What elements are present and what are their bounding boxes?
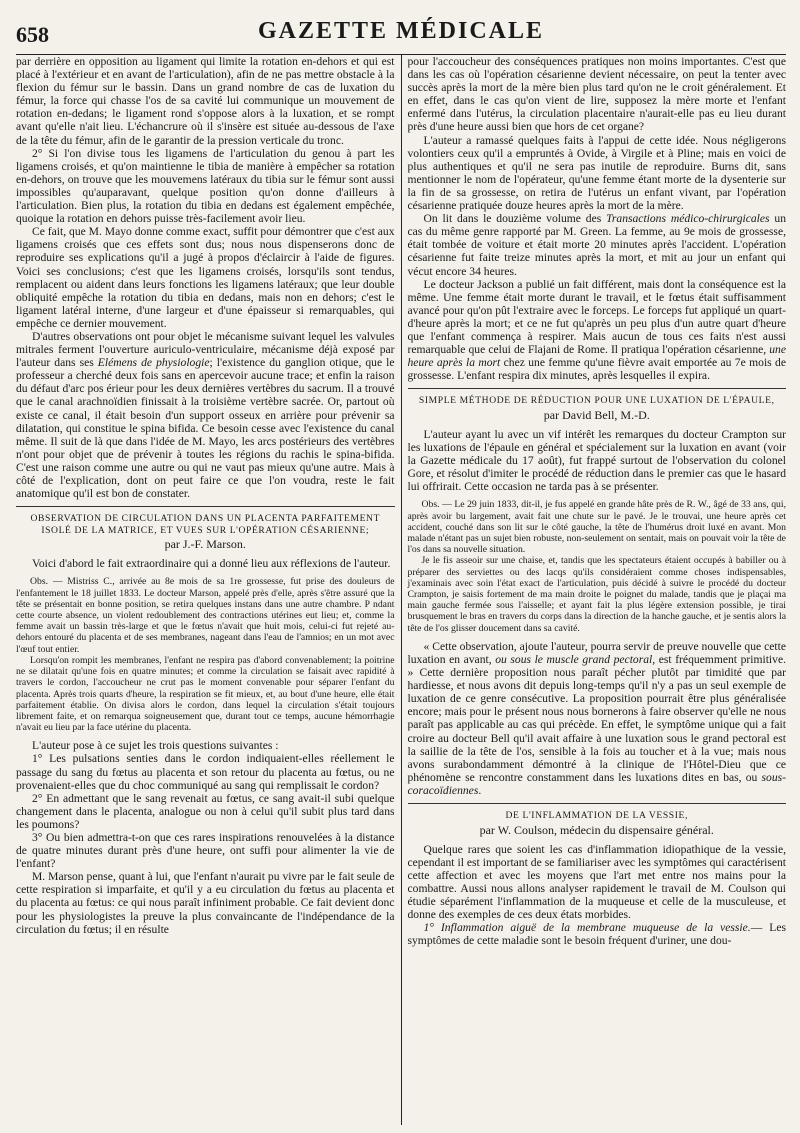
- section-author: par W. Coulson, médecin du dispensaire général.: [479, 822, 714, 837]
- subsection-heading: 1° Inflammation aiguë de la membrane muqueuse de la vessie.: [423, 921, 751, 935]
- page-header: [16, 10, 786, 55]
- paragraph: pour l'accoucheur des conséquences pratiques non moins importantes. C'est que dans les cas où l'opération césarienne devient nécessaire, on peut la tenter avec succès après la mort de la mère bien plus tard qu'on ne le croit généralement. Et en effet, dans le cas qu'on vient de lire, supposez la mère morte et l'enfant enfermé dans l'utérus, la circulation placentaire n'aurait-elle pas eu lieu durant près d'une heure aussi bien que hors de cet organe?: [407, 55, 786, 134]
- observation-text: Obs. — Le 29 juin 1833, dit-il, je fus appelé en grande hâte près de R. W., âgé de 33 ans, qui, après avoir bu largement, avait fait une chute sur le pavé. Je le trouvai, une heure après cet accident, couché dans son lit sur le côté gauche, la tête de l'humérus droit luxé en avant. Mon malade n'étant pas un sujet bien robuste, non-seulement on sentait, mais on pouvait voir la tête de l'os dans sa nouvelle situation.: [407, 499, 786, 556]
- emphasis: ou sous le muscle grand pectoral: [495, 652, 653, 666]
- paragraph: D'autres observations ont pour objet le mécanisme suivant lequel les valvules mitrales ferment l'ouverture auriculo-ventriculaire, mécanisme déjà exposé par l'auteur dans ses Elémens de physiologie; l'existence du ganglion otique, que le professeur a cherché deux fois sans en apercevoir aucune trace; et enfin la raison du défaut d'arc pos érieur pour les deux dernières vertèbres du sacrum. Il a trouvé que le canal arachnoïdien finissait à la troisième vertèbre sacrée. Or, partout où existe ce canal, il était besoin d'un support osseux en arrière pour prévenir sa dilatation, qui constitue le spina bifida. Ce besoin cesse avec l'existence du canal même. Il suit de là que dans l'idée de M. Mayo, les arcs postérieurs des vertèbres n'ont pour objet que de prévenir à toutes les régions du rachis le spina-bifida. C'est une raison comme une autre ou qui ne vaut pas mieux qu'une autre. Mais à côté de l'explication, dont on peut faire ce que l'on voudra, reste le fait anatomique qu'il est bon de constater.: [16, 329, 395, 501]
- paragraph: par derrière en opposition au ligament qui limite la rotation en-dehors et qui est placé à l'extérieur et en avant de l'articulation), afin de ne pas mettre obstacle à la flexion du fémur sur le bassin. Dans un grand nombre de cas de luxation du fémur, la force qui chasse l'os de sa cavité lui communique un mouvement de rotation en-dedans; le ligament rond s'oppose alors à la luxation, et se rompt avant qu'elle n'ait lieu. L'échancrure où il s'insère est située au-dessous de l'axe de la tête du fémur, afin de le garantir de la pression verticale du tronc.: [16, 55, 395, 147]
- section-title: SIMPLE MÉTHODE DE RÉDUCTION POUR UNE LUXATION DE L'ÉPAULE,: [418, 395, 775, 407]
- paragraph: L'auteur a ramassé quelques faits à l'appui de cette idée. Nous négligerons volontiers ceux qu'il a empruntés à Ovide, à Virgile et à Pline; mais en voici de plus authentiques et qu'il ne sera pas inutile de reproduire. Burns dit, sans mentionner le nom de l'opérateur, qu'une femme étant morte de la dysenterie sur la fin de sa grossesse, on retira de l'utérus un enfant vivant, par l'opération césarienne pratiquée douze heures après la mort de la mère.: [407, 133, 786, 213]
- question: 2° En admettant que le sang revenait au fœtus, ce sang avait-il subi quelque changement dans le placenta, analogue ou non à celui qu'il subit plus tard dans les poumons?: [16, 791, 395, 831]
- paragraph: Ce fait, que M. Mayo donne comme exact, suffit pour démontrer que c'est aux ligamens croisés que ces effets sont dus; nous nous dispenserons donc de reproduire ses explications qu'il a jugé à propos d'éclaircir à l'aide de figures. Voici ses conclusions; c'est que les ligamens croisés, lorsqu'ils sont tendus, remplacent ou aident dans leurs fonctions les ligamens latéraux; que leur double obliquité empêche la rotation du tibia en dedans, mais non en dehors; c'est le ligament latéral interne, d'une largeur et d'une épaisseur si remarquables, qui empêche ce dernier mouvement.: [16, 225, 395, 330]
- question: 3° Ou bien admettra-t-on que ces rares inspirations renouvelées à la distance de quatre minutes durant près d'une heure, ont suffi pour alimenter la vie de l'enfant?: [16, 830, 395, 871]
- section-title: OBSERVATION DE CIRCULATION DANS UN PLACENTA PARFAITEMENT ISOLÉ DE LA MATRICE, ET VUES SUR L'OPÉRATION CÉSARIENNE;: [30, 513, 381, 536]
- section-author: par J.-F. Marson.: [164, 537, 246, 552]
- observation-text: Obs. — Mistriss C., arrivée au 8e mois de sa 1re grossesse, fut prise des douleurs de l'enfantement le 18 juillet 1833. Le docteur Marson, appelé près d'elle, après s'être assuré que la tête se présentait en bonne position, se retira quelques instans dans une autre chambre. P ndant cette courte absence, un violent redoublement des contractions utérines eut lieu; et, comme la femme avait un bassin très-large et que le fœtus n'avait que huit mois, celui-ci fut rejeté au-dehors entouré du placenta et de ses membranes, nageant dans l'eau de l'amnios; en un mot avec l'œuf tout entier.: [16, 576, 395, 655]
- paragraph: L'auteur pose à ce sujet les trois questions suivantes :: [32, 739, 279, 753]
- section-author: par David Bell, M.-D.: [543, 407, 650, 422]
- paragraph: 1° Inflammation aiguë de la membrane muqueuse de la vessie.— Les symptômes de cette maladie sont le besoin fréquent d'uriner, une dou-: [407, 921, 786, 948]
- journal-name: Transactions médico-chirurgicales: [606, 212, 770, 226]
- paragraph: On lit dans le douzième volume des Transactions médico-chirurgicales un cas du même genre rapporté par M. Green. La femme, au 9e mois de grossesse, était tombée de voiture et était morte 20 minutes après l'accident. L'opération césarienne fut faite treize minutes après la mort, et mit au jour un enfant qui vécut encore 34 heures.: [407, 212, 786, 278]
- left-column: [16, 55, 401, 1125]
- section-title: DE L'INFLAMMATION DE LA VESSIE,: [505, 809, 688, 821]
- divider: [408, 803, 787, 804]
- right-column: [402, 55, 787, 1125]
- columns: [16, 55, 786, 1125]
- observation-text: Lorsqu'on rompit les membranes, l'enfant ne respira pas d'abord convenablement; la poitrine ne se dilatait qu'une fois en quatre minutes; et comme la circulation se faisait avec rapidité à travers le cordon, l'accoucheur ne crut pas le moment convenable pour séparer l'enfant du placenta. Après trois quarts d'heure, la respiration se fit mieux, et, au bout d'une heure, elle était parfaitement établie. On divisa alors le cordon, dans lequel la circulation s'était toujours librement faite, et on remarqua soigneusement que, durant tout ce temps, aucune hémorrhagie n'avait eu lieu par la face utérine du placenta.: [16, 654, 395, 734]
- paragraph: M. Marson pense, quant à lui, que l'enfant n'aurait pu vivre par le fait seule de cette respiration si imparfaite, et qu'il y a eu circulation du fœtus au placenta et du placenta au fœtus: ce qui nous paraît infiniment probable. Ce fait devient donc pour les physiologistes la preuve la plus convaincante de l'indépendance de la circulation du fœtus; il en résulte: [16, 870, 395, 936]
- emphasis: une heure après la mort: [407, 343, 786, 370]
- emphasis: sous-coracoïdiennes: [407, 770, 786, 797]
- journal-title: GAZETTE MÉDICALE: [257, 18, 545, 44]
- observation-text: Je le fis asseoir sur une chaise, et, tandis que les spectateurs étaient occupés à babiller ou à préparer des serviettes ou des lacqs qu'ils considéraient comme choses indispensables, j'examinais avec soin l'état exact de l'articulation, puis décidé à suivre le procédé du docteur Crampton, je saisis fortement de ma main droite le poignet du malade, tandis que je plaçai ma main gauche fermée sous l'aisselle; et ayant fait la plus légère extension possible, je tirai brusquement le bras en travers du corps dans la direction de la hanche gauche, et je sentis alors la tête de l'os glisser doucement dans sa cavité.: [407, 555, 786, 634]
- paragraph: Quelque rares que soient les cas d'inflammation idiopathique de la vessie, cependant il est important de se familiariser avec les symptômes qui caractérisent cette affection et avec les moyens que l'art met entre nos mains pour la combattre. Aussi nous allons analyser rapidement le travail de M. Coulson qui étudie séparément l'inflammation de la muqueuse et celle de la musculeuse, et donne des exemples de ces deux états morbides.: [407, 842, 786, 922]
- divider: [408, 388, 787, 389]
- page-number: 658: [16, 22, 49, 47]
- paragraph: « Cette observation, ajoute l'auteur, pourra servir de preuve nouvelle que cette luxation en avant, ou sous le muscle grand pectoral, est fréquemment primitive. » Cette dernière proposition nous paraît pécher plutôt par timidité que par hardiesse, et nous avons dit depuis long-temps qu'il n'y a pas un seul exemple de luxation de ce genre consécutive. La proposition pourrait être plus généralisée encore; mais pour le présent nous nous bornerons à faire observer qu'elle ne nous paraît pas applicable au cas qui précède. En effet, le symptôme unique qui a fait croire au docteur Bell qu'il avait affaire à une luxation sous le grand pectoral est la saillie de la tête de l'os, sensible à la fois au toucher et à la vue; mais nous avons surabondamment démontré à la clinique de l'Hôtel-Dieu que ce phénomène se rencontre constamment dans les luxations dites en bas, ou sous-coracoïdiennes.: [407, 639, 786, 797]
- divider: [16, 506, 395, 507]
- question: 1° Les pulsations senties dans le cordon indiquaient-elles réellement le passage du sang du fœtus au placenta et son retour du placenta au fœtus, ou ne provenaient-elles que du choc communiqué au sang qui remplissait le cordon?: [16, 752, 395, 792]
- paragraph: L'auteur ayant lu avec un vif intérêt les remarques du docteur Crampton sur les luxations de l'épaule en général et spécialement sur la luxation en avant (voir la Gazette médicale du 17 août), fut frappé surtout de l'observation du colonel Gore, et résolut d'imiter le procédé de réduction dans le premier cas que le hasard lui offrirait. Cette occasion ne tarda pas à se présenter.: [407, 427, 786, 494]
- paragraph: Voici d'abord le fait extraordinaire qui a donné lieu aux réflexions de l'auteur.: [32, 557, 391, 571]
- paragraph: 2° Si l'on divise tous les ligamens de l'articulation du genou à part les ligamens croisés, et qu'on maintienne le tibia de manière à empêcher sa rotation en-dehors, on trouve que les mouvemens latéraux du tibia sur le fémur sont aussi impossibles qu'auparavant, quelque position qu'on donne d'ailleurs à l'articulation. Bien plus, la rotation du tibia en dedans est également empêchée, quoique la rotation en dehors puisse très-facilement avoir lieu.: [16, 146, 395, 226]
- book-title: Elémens de physiologie: [97, 356, 210, 370]
- paragraph: Le docteur Jackson a publié un fait différent, mais dont la conséquence est la même. Une femme était morte durant le travail, et le fœtus était suffisamment avancé pour qu'on pût l'extraire avec le forceps. Le forceps fut appliqué un quart-d'heure après la mort; et ce ne fut qu'après un peu plus d'un autre quart d'heure que l'enfant commença à respirer. Mais aucun de tous ces faits n'est aussi remarquable que celui de Flajani de Rome. Il pratiqua l'opération césarienne, une heure après la mort chez une femme qu'une fièvre avait emportée au 7e mois de grossesse. L'enfant respira dix minutes, après lesquelles il expira.: [407, 277, 786, 383]
